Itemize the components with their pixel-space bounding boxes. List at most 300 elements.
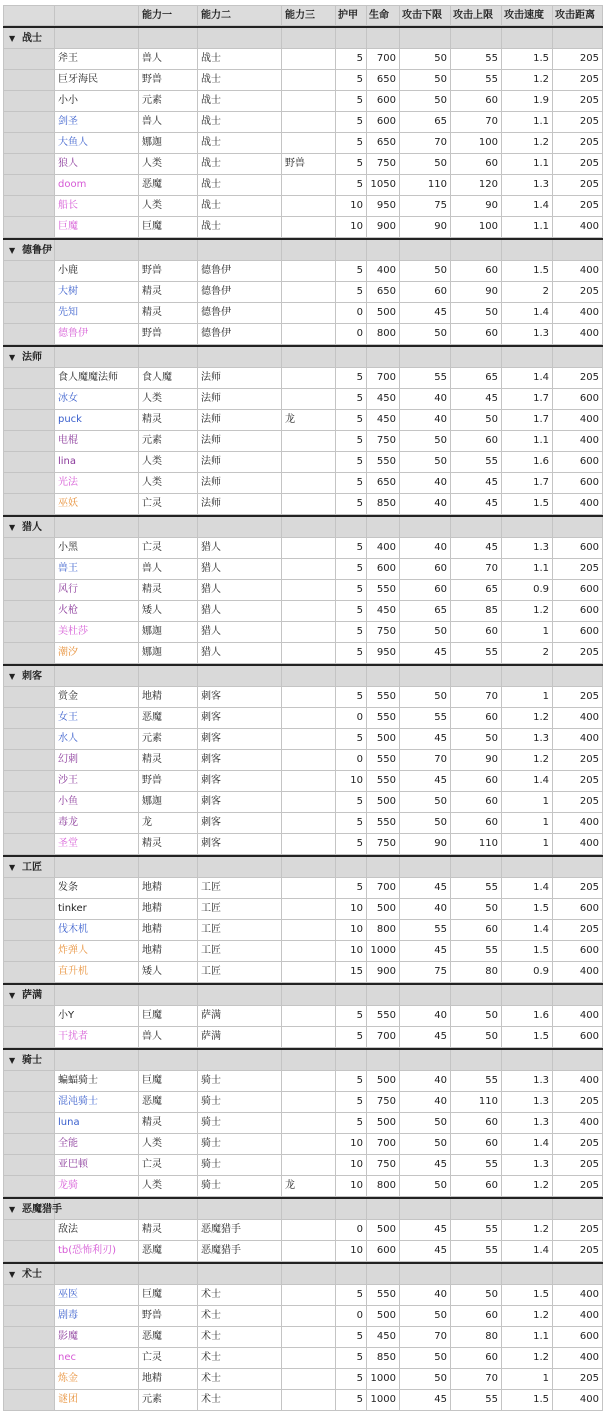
attack-min-cell[interactable]: 40 <box>400 494 451 515</box>
hp-cell[interactable]: 600 <box>367 559 400 580</box>
ability-1-cell[interactable]: 娜迦 <box>139 792 198 813</box>
ability-2-cell[interactable]: 工匠 <box>198 920 282 941</box>
ability-1-cell[interactable]: 兽人 <box>139 112 198 133</box>
header-hp[interactable]: 生命 <box>367 5 400 26</box>
attack-min-cell[interactable]: 90 <box>400 834 451 855</box>
attack-max-cell[interactable]: 110 <box>451 1092 502 1113</box>
ability-2-cell[interactable]: 恶魔猎手 <box>198 1220 282 1241</box>
armor-cell[interactable]: 0 <box>336 1306 367 1327</box>
row-margin-cell[interactable] <box>3 941 55 962</box>
group-header-cell[interactable] <box>55 1199 139 1220</box>
attack-range-cell[interactable]: 205 <box>553 112 603 133</box>
group-header-cell[interactable] <box>553 857 603 878</box>
ability-2-cell[interactable]: 刺客 <box>198 750 282 771</box>
hp-cell[interactable]: 500 <box>367 303 400 324</box>
attack-speed-cell[interactable]: 1.4 <box>502 920 553 941</box>
ability-3-cell[interactable] <box>282 1071 336 1092</box>
hp-cell[interactable]: 600 <box>367 1241 400 1262</box>
ability-2-cell[interactable]: 法师 <box>198 431 282 452</box>
attack-range-cell[interactable]: 600 <box>553 622 603 643</box>
ability-2-cell[interactable]: 骑士 <box>198 1176 282 1197</box>
attack-min-cell[interactable]: 40 <box>400 538 451 559</box>
collapse-triangle-icon[interactable]: ▼ <box>9 1056 16 1065</box>
ability-3-cell[interactable] <box>282 580 336 601</box>
attack-speed-cell[interactable]: 1.2 <box>502 708 553 729</box>
hero-name-cell[interactable]: 斧王 <box>55 49 139 70</box>
hero-name-cell[interactable]: 干扰者 <box>55 1027 139 1048</box>
attack-min-cell[interactable]: 50 <box>400 792 451 813</box>
hero-name-cell[interactable]: 小鱼 <box>55 792 139 813</box>
table-row[interactable] <box>3 622 603 643</box>
ability-1-cell[interactable]: 恶魔 <box>139 1092 198 1113</box>
group-header-row[interactable] <box>3 664 603 687</box>
hp-cell[interactable]: 650 <box>367 473 400 494</box>
attack-min-cell[interactable]: 45 <box>400 771 451 792</box>
attack-range-cell[interactable]: 205 <box>553 368 603 389</box>
hp-cell[interactable]: 550 <box>367 750 400 771</box>
hp-cell[interactable]: 650 <box>367 282 400 303</box>
hp-cell[interactable]: 750 <box>367 834 400 855</box>
ability-3-cell[interactable] <box>282 196 336 217</box>
attack-min-cell[interactable]: 110 <box>400 175 451 196</box>
row-margin-cell[interactable] <box>3 1220 55 1241</box>
ability-3-cell[interactable] <box>282 133 336 154</box>
attack-max-cell[interactable]: 55 <box>451 1071 502 1092</box>
attack-range-cell[interactable]: 205 <box>553 750 603 771</box>
attack-speed-cell[interactable]: 0.9 <box>502 962 553 983</box>
attack-max-cell[interactable]: 50 <box>451 1027 502 1048</box>
table-row[interactable] <box>3 175 603 196</box>
attack-range-cell[interactable]: 600 <box>553 538 603 559</box>
attack-min-cell[interactable]: 45 <box>400 729 451 750</box>
attack-speed-cell[interactable]: 1.3 <box>502 1113 553 1134</box>
armor-cell[interactable]: 5 <box>336 1071 367 1092</box>
ability-2-cell[interactable]: 工匠 <box>198 899 282 920</box>
table-row[interactable] <box>3 899 603 920</box>
attack-max-cell[interactable]: 60 <box>451 813 502 834</box>
attack-range-cell[interactable]: 205 <box>553 1176 603 1197</box>
ability-3-cell[interactable] <box>282 494 336 515</box>
row-margin-cell[interactable] <box>3 112 55 133</box>
armor-cell[interactable]: 5 <box>336 431 367 452</box>
attack-range-cell[interactable]: 205 <box>553 559 603 580</box>
table-row[interactable] <box>3 133 603 154</box>
table-row[interactable] <box>3 1006 603 1027</box>
row-margin-cell[interactable] <box>3 431 55 452</box>
attack-range-cell[interactable]: 400 <box>553 1348 603 1369</box>
ability-3-cell[interactable] <box>282 899 336 920</box>
hero-name-cell[interactable]: 大树 <box>55 282 139 303</box>
attack-range-cell[interactable]: 205 <box>553 643 603 664</box>
ability-1-cell[interactable]: 元素 <box>139 1390 198 1411</box>
ability-3-cell[interactable] <box>282 1285 336 1306</box>
table-row[interactable] <box>3 708 603 729</box>
ability-3-cell[interactable] <box>282 1027 336 1048</box>
ability-1-cell[interactable]: 兽人 <box>139 559 198 580</box>
group-header-cell[interactable] <box>198 1264 282 1285</box>
hp-cell[interactable]: 500 <box>367 1113 400 1134</box>
collapse-triangle-icon[interactable]: ▼ <box>9 991 16 1000</box>
hp-cell[interactable]: 500 <box>367 792 400 813</box>
ability-2-cell[interactable]: 工匠 <box>198 941 282 962</box>
attack-speed-cell[interactable]: 1 <box>502 813 553 834</box>
attack-max-cell[interactable]: 55 <box>451 941 502 962</box>
hero-name-cell[interactable]: 赏金 <box>55 687 139 708</box>
hero-name-cell[interactable]: 食人魔魔法师 <box>55 368 139 389</box>
table-row[interactable] <box>3 1155 603 1176</box>
table-row[interactable] <box>3 452 603 473</box>
row-margin-cell[interactable] <box>3 729 55 750</box>
row-margin-cell[interactable] <box>3 1306 55 1327</box>
armor-cell[interactable]: 5 <box>336 154 367 175</box>
group-header-cell[interactable] <box>55 347 139 368</box>
ability-2-cell[interactable]: 恶魔猎手 <box>198 1241 282 1262</box>
row-margin-cell[interactable] <box>3 1113 55 1134</box>
attack-speed-cell[interactable]: 1.6 <box>502 452 553 473</box>
attack-min-cell[interactable]: 50 <box>400 49 451 70</box>
group-header-cell[interactable] <box>502 857 553 878</box>
attack-speed-cell[interactable]: 1.2 <box>502 133 553 154</box>
attack-range-cell[interactable]: 205 <box>553 196 603 217</box>
attack-range-cell[interactable]: 400 <box>553 303 603 324</box>
table-row[interactable] <box>3 1306 603 1327</box>
attack-range-cell[interactable]: 600 <box>553 452 603 473</box>
armor-cell[interactable]: 5 <box>336 878 367 899</box>
attack-speed-cell[interactable]: 1.7 <box>502 473 553 494</box>
table-row[interactable] <box>3 1241 603 1262</box>
attack-range-cell[interactable]: 600 <box>553 601 603 622</box>
attack-speed-cell[interactable]: 1.5 <box>502 1285 553 1306</box>
row-margin-cell[interactable] <box>3 49 55 70</box>
attack-speed-cell[interactable]: 1.7 <box>502 389 553 410</box>
ability-3-cell[interactable] <box>282 217 336 238</box>
group-header-cell[interactable] <box>55 1264 139 1285</box>
armor-cell[interactable]: 5 <box>336 175 367 196</box>
attack-min-cell[interactable]: 55 <box>400 920 451 941</box>
attack-max-cell[interactable]: 60 <box>451 154 502 175</box>
group-header-cell[interactable] <box>451 28 502 49</box>
ability-2-cell[interactable]: 战士 <box>198 196 282 217</box>
attack-speed-cell[interactable]: 1.2 <box>502 1348 553 1369</box>
ability-3-cell[interactable] <box>282 771 336 792</box>
hero-name-cell[interactable]: 大鱼人 <box>55 133 139 154</box>
attack-min-cell[interactable]: 50 <box>400 1113 451 1134</box>
group-header-cell[interactable] <box>336 517 367 538</box>
group-header-cell[interactable] <box>400 985 451 1006</box>
group-title[interactable] <box>3 666 42 687</box>
attack-speed-cell[interactable]: 1.5 <box>502 49 553 70</box>
attack-range-cell[interactable]: 205 <box>553 1134 603 1155</box>
armor-cell[interactable]: 5 <box>336 1390 367 1411</box>
row-margin-cell[interactable] <box>3 1241 55 1262</box>
attack-speed-cell[interactable]: 1.1 <box>502 217 553 238</box>
row-margin-cell[interactable] <box>3 1027 55 1048</box>
ability-1-cell[interactable]: 野兽 <box>139 324 198 345</box>
armor-cell[interactable]: 5 <box>336 601 367 622</box>
table-row[interactable] <box>3 941 603 962</box>
hp-cell[interactable]: 750 <box>367 431 400 452</box>
ability-2-cell[interactable]: 猎人 <box>198 538 282 559</box>
ability-2-cell[interactable]: 战士 <box>198 91 282 112</box>
attack-min-cell[interactable]: 45 <box>400 643 451 664</box>
hp-cell[interactable]: 700 <box>367 1134 400 1155</box>
table-row[interactable] <box>3 538 603 559</box>
attack-speed-cell[interactable]: 1.1 <box>502 112 553 133</box>
ability-3-cell[interactable] <box>282 813 336 834</box>
group-header-cell[interactable] <box>400 666 451 687</box>
row-margin-cell[interactable] <box>3 282 55 303</box>
attack-min-cell[interactable]: 50 <box>400 1306 451 1327</box>
hp-cell[interactable]: 800 <box>367 324 400 345</box>
ability-3-cell[interactable] <box>282 452 336 473</box>
hp-cell[interactable]: 900 <box>367 962 400 983</box>
group-header-cell[interactable] <box>400 857 451 878</box>
hp-cell[interactable]: 650 <box>367 70 400 91</box>
armor-cell[interactable]: 10 <box>336 1134 367 1155</box>
ability-2-cell[interactable]: 刺客 <box>198 792 282 813</box>
group-header-row[interactable] <box>3 238 603 261</box>
armor-cell[interactable]: 5 <box>336 1369 367 1390</box>
attack-max-cell[interactable]: 70 <box>451 112 502 133</box>
group-header-row[interactable] <box>3 1197 603 1220</box>
hero-name-cell[interactable]: 女王 <box>55 708 139 729</box>
group-header-cell[interactable] <box>55 985 139 1006</box>
attack-speed-cell[interactable]: 1.2 <box>502 1306 553 1327</box>
attack-range-cell[interactable]: 400 <box>553 324 603 345</box>
group-header-cell[interactable] <box>336 857 367 878</box>
attack-max-cell[interactable]: 50 <box>451 1285 502 1306</box>
attack-range-cell[interactable]: 400 <box>553 261 603 282</box>
armor-cell[interactable]: 5 <box>336 452 367 473</box>
armor-cell[interactable]: 10 <box>336 1241 367 1262</box>
armor-cell[interactable]: 0 <box>336 750 367 771</box>
ability-3-cell[interactable] <box>282 962 336 983</box>
row-margin-cell[interactable] <box>3 1348 55 1369</box>
attack-range-cell[interactable]: 600 <box>553 473 603 494</box>
table-row[interactable] <box>3 1285 603 1306</box>
attack-max-cell[interactable]: 50 <box>451 729 502 750</box>
collapse-triangle-icon[interactable]: ▼ <box>9 1205 16 1214</box>
hp-cell[interactable]: 700 <box>367 368 400 389</box>
group-header-cell[interactable] <box>198 240 282 261</box>
attack-range-cell[interactable]: 205 <box>553 878 603 899</box>
ability-3-cell[interactable] <box>282 282 336 303</box>
armor-cell[interactable]: 5 <box>336 1006 367 1027</box>
attack-speed-cell[interactable]: 1.4 <box>502 368 553 389</box>
attack-max-cell[interactable]: 60 <box>451 771 502 792</box>
table-row[interactable] <box>3 324 603 345</box>
attack-max-cell[interactable]: 60 <box>451 431 502 452</box>
attack-min-cell[interactable]: 50 <box>400 154 451 175</box>
attack-speed-cell[interactable]: 1.3 <box>502 1155 553 1176</box>
armor-cell[interactable]: 5 <box>336 538 367 559</box>
ability-2-cell[interactable]: 刺客 <box>198 708 282 729</box>
hp-cell[interactable]: 450 <box>367 389 400 410</box>
attack-min-cell[interactable]: 70 <box>400 750 451 771</box>
armor-cell[interactable]: 5 <box>336 1327 367 1348</box>
ability-2-cell[interactable]: 猎人 <box>198 643 282 664</box>
hp-cell[interactable]: 600 <box>367 91 400 112</box>
ability-3-cell[interactable] <box>282 708 336 729</box>
ability-3-cell[interactable] <box>282 389 336 410</box>
attack-max-cell[interactable]: 90 <box>451 750 502 771</box>
hero-name-cell[interactable]: 巨牙海民 <box>55 70 139 91</box>
attack-speed-cell[interactable]: 1.2 <box>502 1176 553 1197</box>
group-header-cell[interactable] <box>336 985 367 1006</box>
ability-2-cell[interactable]: 萨满 <box>198 1027 282 1048</box>
attack-max-cell[interactable]: 60 <box>451 1306 502 1327</box>
hero-name-cell[interactable]: 影魔 <box>55 1327 139 1348</box>
hp-cell[interactable]: 500 <box>367 1306 400 1327</box>
ability-1-cell[interactable]: 人类 <box>139 389 198 410</box>
attack-max-cell[interactable]: 100 <box>451 133 502 154</box>
hp-cell[interactable]: 500 <box>367 1071 400 1092</box>
ability-1-cell[interactable]: 娜迦 <box>139 622 198 643</box>
attack-min-cell[interactable]: 40 <box>400 1285 451 1306</box>
armor-cell[interactable]: 5 <box>336 792 367 813</box>
group-title[interactable] <box>3 1050 42 1071</box>
group-header-cell[interactable] <box>139 1264 198 1285</box>
attack-min-cell[interactable]: 45 <box>400 1027 451 1048</box>
group-header-cell[interactable] <box>282 28 336 49</box>
table-row[interactable] <box>3 1220 603 1241</box>
group-header-cell[interactable] <box>367 1199 400 1220</box>
hp-cell[interactable]: 550 <box>367 580 400 601</box>
hp-cell[interactable]: 1000 <box>367 941 400 962</box>
armor-cell[interactable]: 5 <box>336 643 367 664</box>
attack-min-cell[interactable]: 65 <box>400 601 451 622</box>
attack-max-cell[interactable]: 55 <box>451 70 502 91</box>
ability-1-cell[interactable]: 亡灵 <box>139 1155 198 1176</box>
attack-speed-cell[interactable]: 0.9 <box>502 580 553 601</box>
ability-2-cell[interactable]: 战士 <box>198 133 282 154</box>
attack-min-cell[interactable]: 50 <box>400 622 451 643</box>
ability-1-cell[interactable]: 地精 <box>139 878 198 899</box>
ability-2-cell[interactable]: 术士 <box>198 1327 282 1348</box>
attack-speed-cell[interactable]: 1.5 <box>502 1390 553 1411</box>
row-margin-cell[interactable] <box>3 473 55 494</box>
ability-1-cell[interactable]: 精灵 <box>139 410 198 431</box>
attack-max-cell[interactable]: 60 <box>451 324 502 345</box>
ability-3-cell[interactable] <box>282 1092 336 1113</box>
attack-min-cell[interactable]: 50 <box>400 1134 451 1155</box>
group-header-cell[interactable] <box>282 347 336 368</box>
group-header-cell[interactable] <box>198 985 282 1006</box>
group-header-cell[interactable] <box>400 347 451 368</box>
attack-speed-cell[interactable]: 1.6 <box>502 1006 553 1027</box>
attack-min-cell[interactable]: 50 <box>400 431 451 452</box>
ability-1-cell[interactable]: 精灵 <box>139 580 198 601</box>
table-row[interactable] <box>3 112 603 133</box>
attack-range-cell[interactable]: 600 <box>553 389 603 410</box>
ability-2-cell[interactable]: 术士 <box>198 1348 282 1369</box>
ability-1-cell[interactable]: 亡灵 <box>139 538 198 559</box>
armor-cell[interactable]: 0 <box>336 1220 367 1241</box>
ability-2-cell[interactable]: 术士 <box>198 1369 282 1390</box>
hp-cell[interactable]: 450 <box>367 410 400 431</box>
armor-cell[interactable]: 5 <box>336 473 367 494</box>
ability-1-cell[interactable]: 精灵 <box>139 1113 198 1134</box>
ability-3-cell[interactable] <box>282 559 336 580</box>
attack-min-cell[interactable]: 70 <box>400 1327 451 1348</box>
hero-name-cell[interactable]: 冰女 <box>55 389 139 410</box>
row-margin-cell[interactable] <box>3 154 55 175</box>
hero-name-cell[interactable]: nec <box>55 1348 139 1369</box>
row-margin-cell[interactable] <box>3 962 55 983</box>
attack-max-cell[interactable]: 55 <box>451 1220 502 1241</box>
ability-3-cell[interactable] <box>282 303 336 324</box>
attack-range-cell[interactable]: 400 <box>553 834 603 855</box>
hp-cell[interactable]: 750 <box>367 1155 400 1176</box>
attack-speed-cell[interactable]: 1.9 <box>502 91 553 112</box>
attack-range-cell[interactable]: 400 <box>553 1071 603 1092</box>
ability-1-cell[interactable]: 巨魔 <box>139 1006 198 1027</box>
hp-cell[interactable]: 550 <box>367 687 400 708</box>
group-header-cell[interactable] <box>198 28 282 49</box>
group-header-cell[interactable] <box>367 28 400 49</box>
hp-cell[interactable]: 750 <box>367 622 400 643</box>
ability-1-cell[interactable]: 精灵 <box>139 282 198 303</box>
attack-max-cell[interactable]: 80 <box>451 1327 502 1348</box>
ability-2-cell[interactable]: 骑士 <box>198 1092 282 1113</box>
row-margin-cell[interactable] <box>3 261 55 282</box>
ability-2-cell[interactable]: 骑士 <box>198 1071 282 1092</box>
hp-cell[interactable]: 550 <box>367 771 400 792</box>
attack-speed-cell[interactable]: 1.4 <box>502 878 553 899</box>
attack-max-cell[interactable]: 60 <box>451 622 502 643</box>
row-margin-cell[interactable] <box>3 133 55 154</box>
group-header-cell[interactable] <box>55 666 139 687</box>
hp-cell[interactable]: 550 <box>367 1006 400 1027</box>
group-header-cell[interactable] <box>553 28 603 49</box>
hp-cell[interactable]: 950 <box>367 196 400 217</box>
attack-max-cell[interactable]: 55 <box>451 643 502 664</box>
armor-cell[interactable]: 5 <box>336 494 367 515</box>
ability-3-cell[interactable] <box>282 324 336 345</box>
hp-cell[interactable]: 450 <box>367 601 400 622</box>
ability-1-cell[interactable]: 恶魔 <box>139 1241 198 1262</box>
hero-name-cell[interactable]: 剧毒 <box>55 1306 139 1327</box>
attack-speed-cell[interactable]: 1.2 <box>502 1220 553 1241</box>
header-cell-1[interactable] <box>55 5 139 26</box>
hero-name-cell[interactable]: luna <box>55 1113 139 1134</box>
group-header-cell[interactable] <box>553 1264 603 1285</box>
row-margin-cell[interactable] <box>3 410 55 431</box>
table-row[interactable] <box>3 580 603 601</box>
attack-max-cell[interactable]: 60 <box>451 261 502 282</box>
ability-2-cell[interactable]: 战士 <box>198 154 282 175</box>
attack-min-cell[interactable]: 90 <box>400 217 451 238</box>
ability-2-cell[interactable]: 战士 <box>198 49 282 70</box>
attack-range-cell[interactable]: 400 <box>553 1113 603 1134</box>
group-header-cell[interactable] <box>400 240 451 261</box>
ability-3-cell[interactable] <box>282 643 336 664</box>
header-armor[interactable]: 护甲 <box>336 5 367 26</box>
attack-range-cell[interactable]: 600 <box>553 1027 603 1048</box>
ability-3-cell[interactable]: 龙 <box>282 410 336 431</box>
attack-max-cell[interactable]: 90 <box>451 196 502 217</box>
hp-cell[interactable]: 850 <box>367 1348 400 1369</box>
ability-3-cell[interactable] <box>282 70 336 91</box>
ability-1-cell[interactable]: 兽人 <box>139 49 198 70</box>
table-row[interactable] <box>3 643 603 664</box>
attack-speed-cell[interactable]: 1.3 <box>502 729 553 750</box>
armor-cell[interactable]: 0 <box>336 708 367 729</box>
collapse-triangle-icon[interactable]: ▼ <box>9 1270 16 1279</box>
group-header-cell[interactable] <box>55 517 139 538</box>
ability-2-cell[interactable]: 战士 <box>198 217 282 238</box>
attack-min-cell[interactable]: 40 <box>400 899 451 920</box>
